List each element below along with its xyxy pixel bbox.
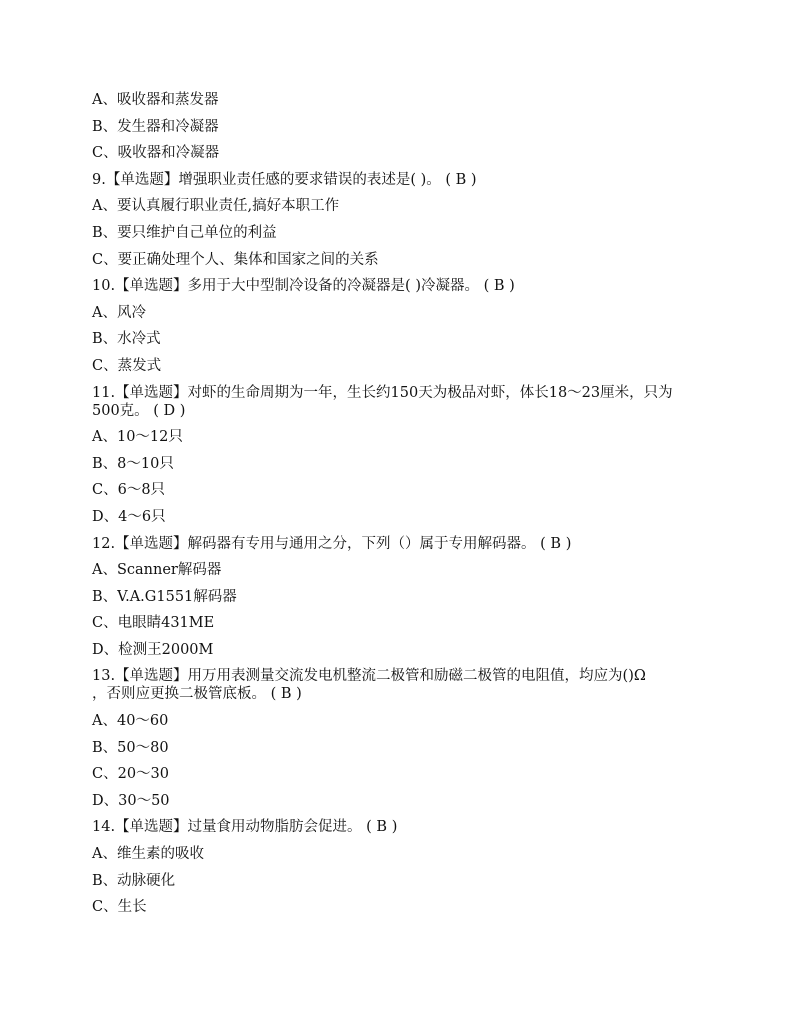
question-line: 9.【单选题】增强职业责任感的要求错误的表述是( )。 ( B ): [92, 171, 477, 188]
document-page: [92, 91, 712, 916]
option-line: C、6～8只: [92, 482, 166, 499]
option-line: C、生长: [92, 899, 147, 916]
option-line: A、风冷: [92, 304, 146, 321]
question-line-continued: ，否则应更换二极管底板。 ( B ): [92, 686, 302, 703]
option-line: B、要只维护自己单位的利益: [92, 224, 277, 241]
option-line: C、要正确处理个人、集体和国家之间的关系: [92, 251, 379, 268]
question-line: 11.【单选题】对虾的生命周期为一年，生长约150天为极品对虾，体长18～23厘米，只为: [92, 384, 673, 401]
option-line: C、电眼睛431ME: [92, 615, 215, 632]
question-line: 10.【单选题】多用于大中型制冷设备的冷凝器是( )冷凝器。 ( B ): [92, 278, 515, 295]
option-line: C、吸收器和冷凝器: [92, 145, 220, 162]
question-line: 14.【单选题】过量食用动物脂肪会促进。 ( B ): [92, 819, 398, 836]
option-line: B、50～80: [92, 739, 169, 756]
option-line: B、V.A.G1551解码器: [92, 588, 237, 605]
question-line-continued: 500克。 ( D ): [92, 402, 186, 419]
option-line: A、10～12只: [92, 429, 183, 446]
option-line: C、蒸发式: [92, 357, 162, 374]
question-line: 12.【单选题】解码器有专用与通用之分，下列（）属于专用解码器。 ( B ): [92, 535, 572, 552]
option-line: B、水冷式: [92, 331, 161, 348]
option-line: B、发生器和冷凝器: [92, 118, 219, 135]
option-line: B、8～10只: [92, 455, 174, 472]
option-line: A、维生素的吸收: [92, 846, 204, 863]
option-line: A、40～60: [92, 713, 169, 730]
option-line: D、检测王2000M: [92, 641, 214, 658]
option-line: A、吸收器和蒸发器: [92, 92, 219, 108]
option-line: D、30～50: [92, 792, 170, 809]
option-line: B、动脉硬化: [92, 872, 176, 889]
option-line: C、20～30: [92, 766, 169, 783]
question-line: 13.【单选题】用万用表测量交流发电机整流二极管和励磁二极管的电阻值，均应为()Ω: [92, 668, 646, 685]
option-line: D、4～6只: [92, 508, 166, 525]
option-line: A、Scanner解码器: [92, 562, 222, 579]
option-line: A、要认真履行职业责任,搞好本职工作: [92, 198, 340, 215]
